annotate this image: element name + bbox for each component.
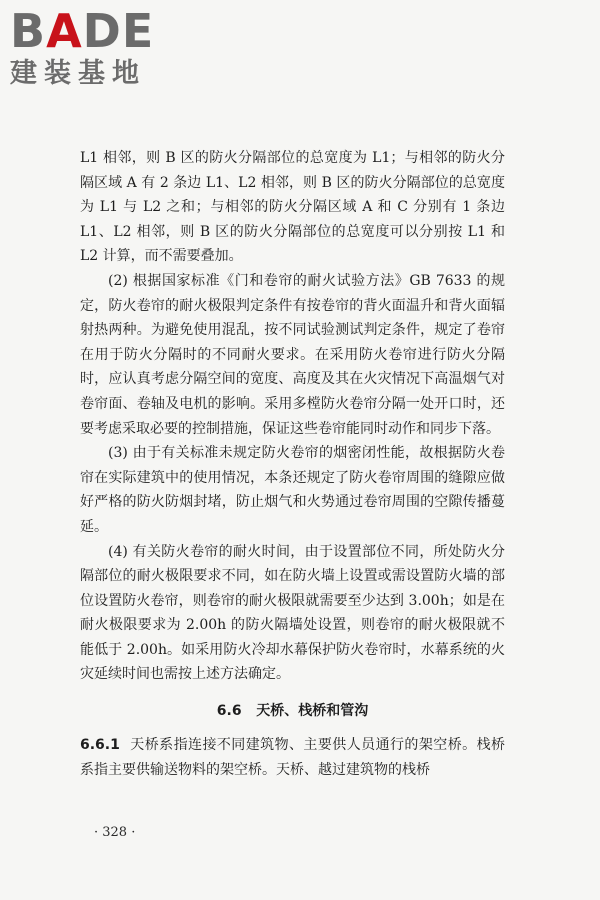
bade-logo <box>10 6 180 96</box>
section-number: 6.6 <box>216 703 242 720</box>
clause-text: 天桥系指连接不同建筑物、主要供人员通行的架空桥。栈桥系指主要供输送物料的架空桥。天桥、越过建筑物的栈桥 <box>80 737 505 778</box>
paragraph-item-4: (4) 有关防火卷帘的耐火时间，由于设置部位不同，所处防火分隔部位的耐火极限要求不同，如在防火墙上设置或需设置防火墙的部位设置防火卷帘，则卷帘的耐火极限就需要至少达到 3.00h；如是在耐火极限要求为 2.00h 的防火隔墙处设置，则卷帘的耐火极限就不能低于 2.00h。如采用防火冷却水幕保护防火卷帘时，水幕系统的火灾延续时间也需按上述方法确定。 <box>80 543 505 683</box>
clause-number: 6.6.1 <box>80 737 120 754</box>
page-number: · 328 · <box>94 825 136 840</box>
logo-wordmark: B A DE <box>10 4 155 58</box>
clause-paragraph <box>80 733 505 782</box>
section-heading <box>80 699 505 723</box>
paragraph-item-2: (2) 根据国家标准《门和卷帘的耐火试验方法》GB 7633 的规定，防火卷帘的耐火极限判定条件有按卷帘的背火面温升和背火面辐射热两种。为避免使用混乱，按不同试验测试判定条件，规定了卷帘在用于防火分隔时的不同耐火要求。在采用防火卷帘进行防火分隔时，应认真考虑分隔空间的宽度、高度及其在火灾情况下高温烟气对卷帘面、卷轴及电机的影响。采用多樘防火卷帘分隔一处开口时，还要考虑采取必要的控制措施，保证这些卷帘能同时动作和同步下落。 <box>80 272 505 437</box>
paragraph-item-3: (3) 由于有关标准未规定防火卷帘的烟密闭性能，故根据防火卷帘在实际建筑中的使用情况，本条还规定了防火卷帘周围的缝隙应做好严格的防火防烟封堵，防止烟气和火势通过卷帘周围的空隙传播蔓延。 <box>80 445 505 535</box>
section-title-text: 天桥、栈桥和管沟 <box>256 703 369 720</box>
logo-subtitle: 建装基地 <box>10 58 146 89</box>
paragraph-continued: L1 相邻，则 B 区的防火分隔部位的总宽度为 L1；与相邻的防火分隔区域 A 有 2 条边 L1、L2 相邻，则 B 区的防火分隔部位的总宽度为 L1 与 L2 之和；与相邻的防火分隔区域 A 和 C 分别有 1 条边 L1、L2 相邻，则 B 区的防火分隔部位的总宽度可以分别按 L1 和 L2 计算，而不需要叠加。 <box>80 150 505 265</box>
page-body <box>80 146 505 782</box>
